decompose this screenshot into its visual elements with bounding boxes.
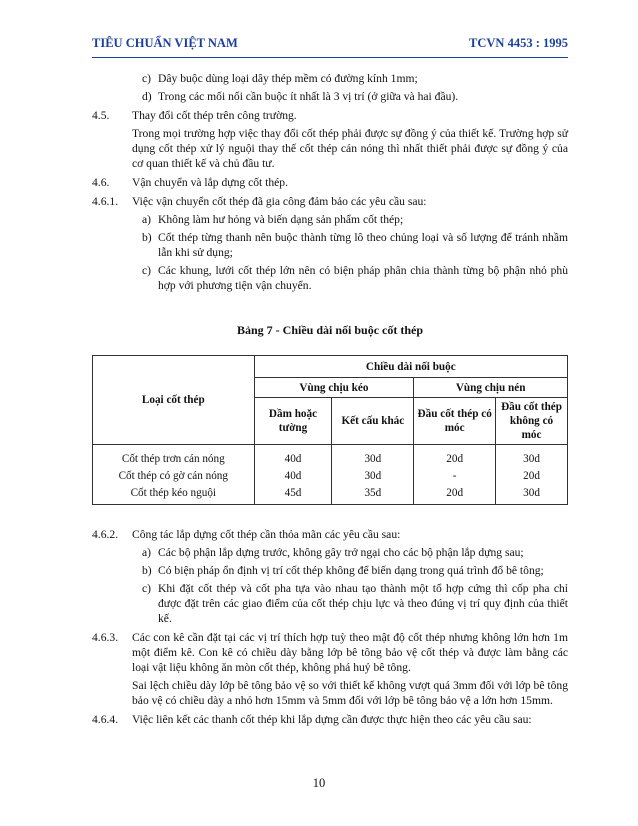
- section-4-5-paragraph: Trong mọi trường hợp việc thay đổi cốt thép phải được sự đồng ý của thiết kế. Trường hợp sử dụng cốt thép xử lý nguội thay thế cốt thép cán nóng thì nhất thiết phải được sự đồng ý của cơ quan thiết kế và chủ đầu tư.: [132, 127, 568, 170]
- col-type-header: Loại cốt thép: [93, 356, 255, 445]
- section-4-6-2: 4.6.2. Công tác lắp dựng cốt thép cần thỏa mãn các yêu cầu sau: a) Các bộ phận lắp dựng trước, không gây trở ngại cho các bộ phận lắp dựng sau; b) Có biện pháp ổn định vị trí cốt thép không để biến dạng trong quá trình đổ bê tông; c) Khi đặt cốt thép và cốt pha tựa vào nhau tạo thành một tổ hợp cứng thì cốp pha chỉ được đặt trên các giao điểm của cốt thép chịu lực và theo đúng vị trí quy định của thiết kế.: [92, 528, 568, 625]
- list-item: a) Các bộ phận lắp dựng trước, không gây trở ngại cho các bộ phận lắp dựng sau;: [142, 546, 524, 559]
- splice-length-table: [92, 355, 568, 505]
- intro-item-d: d) Trong các mối nối cần buộc ít nhất là 3 vị trí (ở giữa và hai đầu).: [142, 90, 459, 103]
- list-item: a) Không làm hư hỏng và biến dạng sản phẩm cốt thép;: [142, 213, 404, 226]
- zone-compression-header: Vùng chịu nén: [414, 378, 568, 398]
- group-header: Chiều dài nối buộc: [254, 356, 567, 378]
- sub-other-header: Kết cấu khác: [332, 398, 414, 445]
- list-item: b) Cốt thép từng thanh nên buộc thành từng lô theo chủng loại và số lượng để tránh nhầm lẫn khi sử dụng;: [142, 231, 568, 259]
- section-4-6-3: 4.6.3. Các con kê cần đặt tại các vị trí thích hợp tuỳ theo mật độ cốt thép nhưng không lớn hơn 1m một điểm kê. Con kê có chiều dày bằng lớp bê tông bảo vệ cốt thép và được làm bằng các loại vật liệu không ăn mòn cốt thép, không phá huỷ bê tông. Sai lệch chiều dày lớp bê tông bảo vệ so với thiết kế không vượt quá 3mm đối với lớp bê tông bảo vệ có chiều dày a nhỏ hơn 15mm và 5mm đối với lớp bê tông bảo vệ a lớn hơn 15mm.: [92, 631, 568, 707]
- page-number: 10: [312, 776, 326, 790]
- list-item: b) Có biện pháp ổn định vị trí cốt thép không để biến dạng trong quá trình đổ bê tông;: [142, 564, 544, 577]
- section-4-6-4: 4.6.4. Việc liên kết các thanh cốt thép khi lắp dựng cần được thực hiện theo các yêu cầu sau:: [92, 713, 532, 726]
- table-row: Cốt thép trơn cán nóng Cốt thép có gờ cán nóng Cốt thép kéo nguội 40d 40d 45d 30d 30d 35d 20d - 20d 30d 20d 30d: [93, 445, 568, 505]
- sub-nohook-header: Đầu cốt thép không có móc: [496, 398, 568, 445]
- section-4-6-1: 4.6.1. Việc vận chuyển cốt thép đã gia công đảm bảo các yêu cầu sau: a) Không làm hư hỏng và biến dạng sản phẩm cốt thép; b) Cốt thép từng thanh nên buộc thành từng lô theo chủng loại và số lượng để tránh nhầm lẫn khi sử dụng; c) Các khung, lưới cốt thép lớn nên có biện pháp phân chia thành từng bộ phận nhỏ phù hợp với phương tiện vận chuyển.: [92, 195, 568, 292]
- lower-text: [92, 527, 568, 727]
- sub-beam-header: Dầm hoặc tường: [254, 398, 332, 445]
- header-right: TCVN 4453 : 1995: [469, 36, 568, 50]
- header-left: TIÊU CHUẨN VIỆT NAM: [92, 36, 238, 50]
- section-4-5: 4.5. Thay đổi cốt thép trên công trường. Trong mọi trường hợp việc thay đổi cốt thép phải được sự đồng ý của thiết kế. Trường hợp sử dụng cốt thép xử lý nguội thay thế cốt thép cán nóng thì nhất thiết phải được sự đồng ý của cơ quan thiết kế và chủ đầu tư.: [92, 109, 568, 170]
- table-caption: Bảng 7 - Chiều dài nối buộc cốt thép: [236, 323, 424, 337]
- upper-text: [92, 71, 568, 293]
- page-header: [92, 36, 568, 58]
- intro-item-c: c) Dây buộc dùng loại dây thép mềm có đường kính 1mm;: [142, 72, 418, 85]
- list-item: c) Khi đặt cốt thép và cốt pha tựa vào nhau tạo thành một tổ hợp cứng thì cốp pha chỉ được đặt trên các giao điểm của cốt thép chịu lực và theo đúng vị trí quy định của thiết kế.: [142, 582, 568, 625]
- section-4-6: 4.6. Vận chuyển và lắp dựng cốt thép.: [92, 176, 288, 189]
- zone-tension-header: Vùng chịu kéo: [254, 378, 414, 398]
- list-item: c) Các khung, lưới cốt thép lớn nên có biện pháp phân chia thành từng bộ phận nhỏ phù hợp với phương tiện vận chuyển.: [142, 264, 568, 292]
- sub-hook-header: Đầu cốt thép có móc: [414, 398, 496, 445]
